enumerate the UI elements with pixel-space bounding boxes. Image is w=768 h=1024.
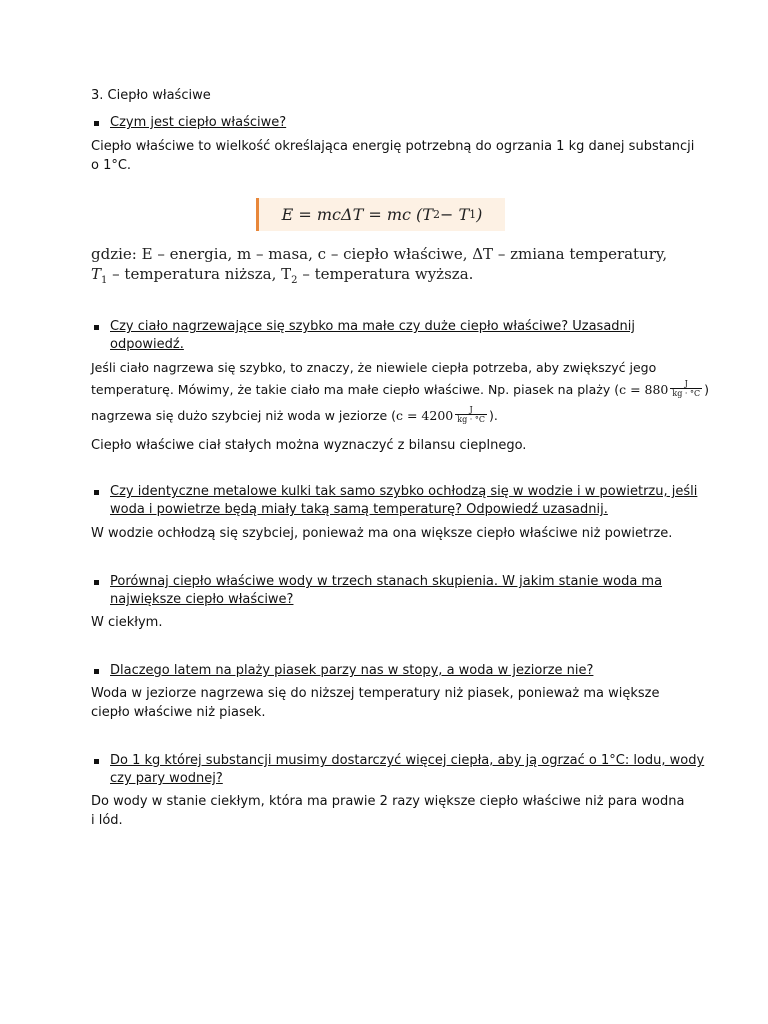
bullet-icon (94, 669, 99, 674)
question-2-line-2: odpowiedź. (110, 337, 184, 352)
section-heading: 3. Ciepło właściwe (91, 88, 211, 103)
answer-5-line-2: ciepło właściwe niż piasek. (91, 705, 266, 720)
unit-fraction (455, 405, 487, 424)
answer-6-line-2: i lód. (91, 813, 123, 828)
answer-2-extra: Ciepło właściwe ciał stałych można wyznaczyć z bilansu cieplnego. (91, 438, 527, 453)
unit-fraction (670, 379, 702, 398)
water-specific-heat: c = 4200 (396, 408, 454, 423)
bullet-icon (94, 121, 99, 126)
sand-specific-heat: c = 880 (619, 382, 669, 397)
question-5: Dlaczego latem na plaży piasek parzy nas w stopy, a woda w jeziorze nie? (110, 663, 594, 678)
formula-minus: − T (439, 205, 470, 224)
answer-1-line-2: o 1°C. (91, 158, 132, 173)
unit-denominator: kg · °C (672, 389, 701, 398)
answer-5-line-1: Woda w jeziorze nagrzewa się do niższej temperatury niż piasek, ponieważ ma większe (91, 686, 660, 701)
formula-box (256, 198, 505, 231)
legend-t2-sub: 2 (291, 275, 298, 286)
unit-denominator: kg · °C (457, 415, 485, 424)
bullet-icon (94, 325, 99, 330)
formula-sub-1: 1 (469, 208, 477, 221)
answer-2-text-3: nagrzewa się dużo szybciej niż woda w jeziorze ( (91, 408, 396, 423)
legend-higher-label: – temperatura wyższa. (297, 265, 474, 283)
question-2-line-1: Czy ciało nagrzewające się szybko ma małe czy duże ciepło właściwe? Uzasadnij (110, 319, 636, 334)
answer-2-text: temperaturę. Mówimy, że takie ciało ma małe ciepło właściwe. Np. piasek na plaży ( (91, 382, 620, 397)
answer-3: W wodzie ochłodzą się szybciej, ponieważ ma ona większe ciepło właściwe niż powietrze. (91, 526, 673, 541)
question-4-line-1: Porównaj ciepło właściwe wody w trzech stanach skupienia. W jakim stanie woda ma (110, 574, 663, 589)
bullet-icon (94, 490, 99, 495)
legend-t1-sub: 1 (101, 275, 108, 286)
answer-2-close-3: ). (488, 408, 498, 423)
question-6-line-1: Do 1 kg której substancji musimy dostarczyć więcej ciepła, aby ją ogrzać o 1°C: lodu, wody (110, 753, 705, 768)
legend-t1: T (91, 265, 102, 283)
answer-4: W ciekłym. (91, 615, 163, 630)
question-3-line-2: woda i powietrze będą miały taką samą temperaturę? Odpowiedź uzasadnij. (110, 502, 608, 517)
unit-numerator: J (455, 405, 487, 415)
answer-6-line-1: Do wody w stanie ciekłym, która ma prawie 2 razy większe ciepło właściwe niż para wodna (91, 794, 685, 809)
answer-1-line-1: Ciepło właściwe to wielkość określająca energię potrzebną do ogrzania 1 kg danej substancji (91, 139, 695, 154)
legend-lower-label: – temperatura niższa, T (107, 265, 292, 283)
answer-2-line-1: Jeśli ciało nagrzewa się szybko, to znaczy, że niewiele ciepła potrzeba, aby zwiększyć jego (91, 360, 657, 375)
bullet-icon (94, 759, 99, 764)
question-3-line-1: Czy identyczne metalowe kulki tak samo szybko ochłodzą się w wodzie i w powietrzu, jeśli (110, 484, 698, 499)
answer-2-close: ) (704, 382, 709, 397)
formula-sub-2: 2 (432, 208, 440, 221)
bullet-icon (94, 580, 99, 585)
unit-numerator: J (670, 379, 702, 389)
formula-close: ) (476, 205, 483, 224)
legend-line-1: gdzie: E – energia, m – masa, c – ciepło właściwe, ΔT – zmiana temperatury, (91, 245, 668, 263)
legend-line-2 (91, 264, 473, 291)
answer-2-line-3 (91, 407, 498, 426)
question-6-line-2: czy pary wodnej? (110, 771, 223, 786)
answer-2-line-2 (91, 381, 709, 400)
question-1: Czym jest ciepło właściwe? (110, 115, 287, 130)
formula-main: E = mcΔT = mc (T (281, 205, 433, 224)
question-4-line-2: największe ciepło właściwe? (110, 592, 294, 607)
